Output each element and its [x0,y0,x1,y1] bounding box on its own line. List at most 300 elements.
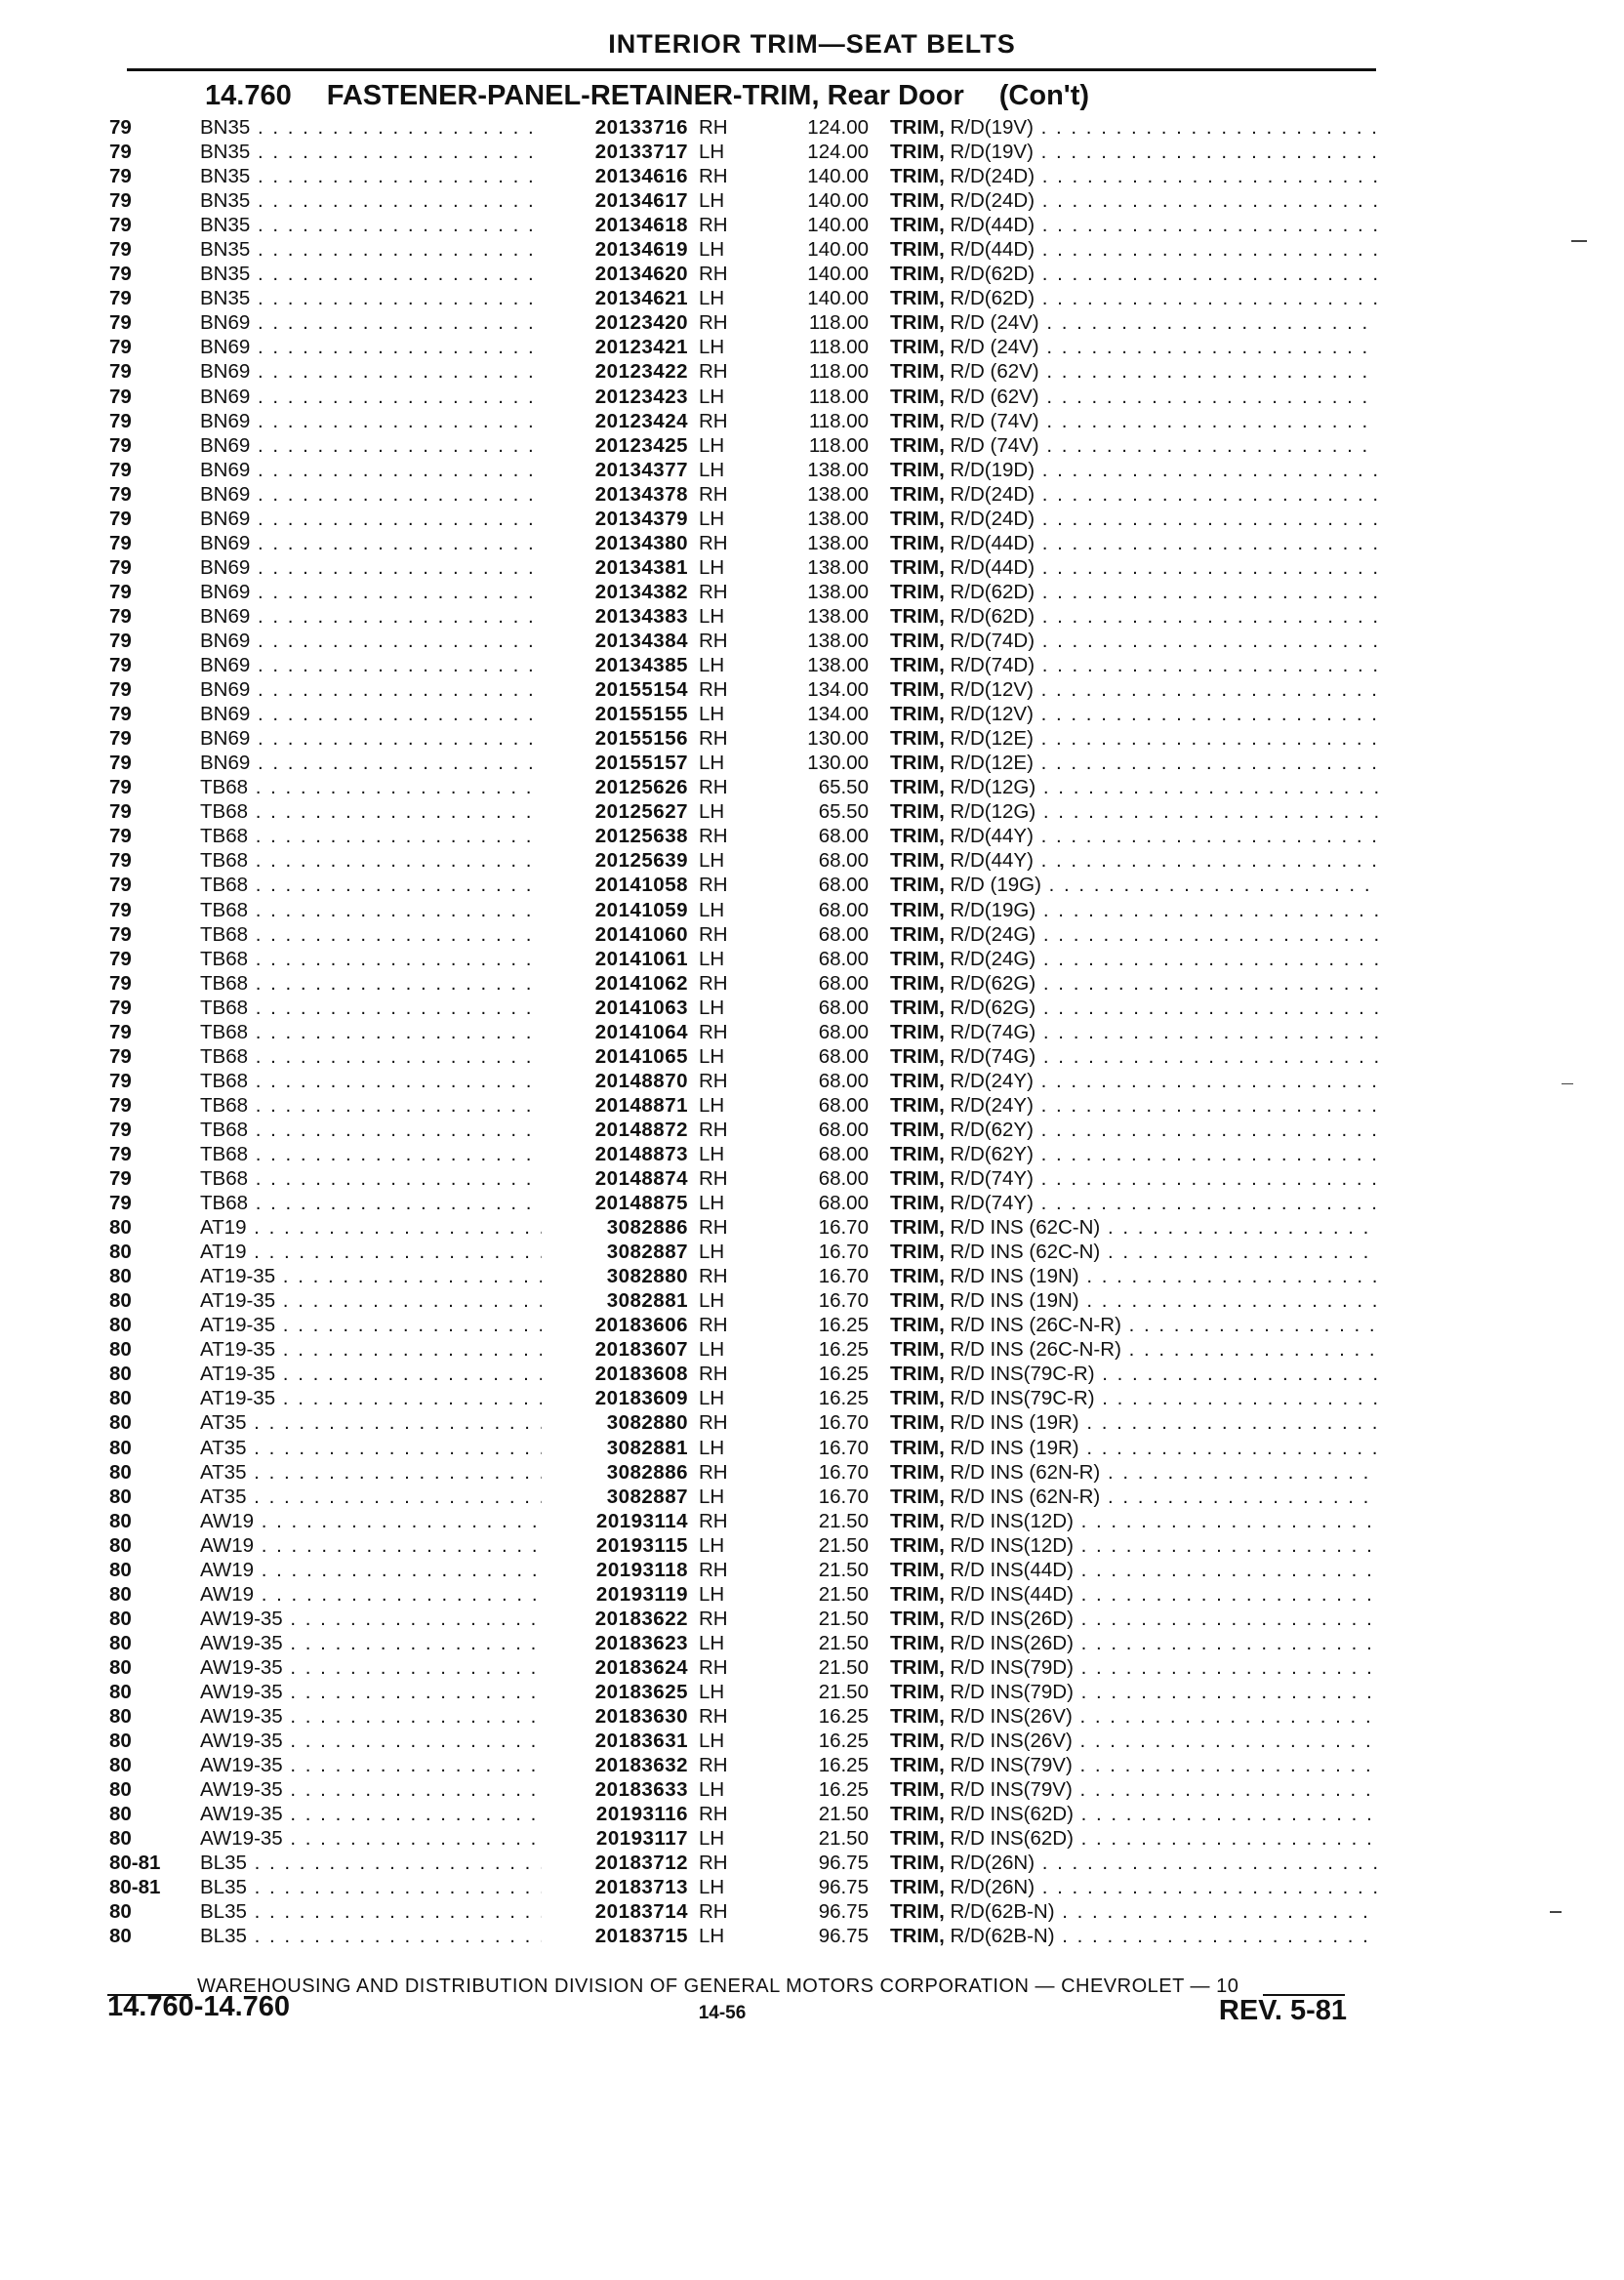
row-description-text: R/D INS(26V) [950,1705,1073,1729]
row-part-number: 3082886 [606,1216,688,1240]
row-side: RH [699,263,728,286]
row-model: BN69 . . . [200,385,542,409]
row-part-number: 20183624 [594,1655,688,1679]
row-side: RH [699,1363,728,1386]
row-description-text: R/D(44D) [950,238,1035,262]
row-year: 80 [109,1338,132,1362]
row-description [890,286,1378,310]
row-model: BN69 . . . [200,726,542,751]
table-row [0,1069,1624,1093]
row-part-number: 20134621 [594,287,688,310]
row-side: LH [699,555,725,579]
row-description-text: R/D(12G) [950,800,1036,824]
row-part-number: 20125639 [594,849,688,873]
row-part-number: 20183632 [594,1754,688,1777]
row-model: BN35 . . . [200,213,542,237]
row-description-prefix: TRIM, [890,849,945,873]
row-description-prefix: TRIM, [890,1509,945,1532]
row-description [890,1753,1378,1777]
row-year: 79 [109,678,132,702]
row-year: 79 [109,996,132,1019]
section-subtitle: Rear Door [827,80,964,111]
row-description-prefix: TRIM, [890,360,945,384]
row-description [890,433,1378,458]
row-description [890,1777,1378,1802]
row-side: LH [699,1485,725,1508]
row-description [890,1288,1378,1313]
row-description-prefix: TRIM, [890,1730,945,1753]
row-part-number: 20183713 [594,1876,688,1899]
table-row [0,824,1624,848]
row-description-prefix: TRIM, [890,604,945,628]
table-row [0,1020,1624,1044]
row-part-number: 20141062 [594,971,688,995]
row-side: LH [699,654,725,677]
row-description [890,140,1378,164]
row-part-number: 20123421 [594,336,688,359]
table-row [0,1460,1624,1485]
row-part-number: 20183715 [594,1925,688,1948]
row-side: LH [699,238,725,262]
row-year: 80 [109,1803,132,1826]
row-part-number: 20134381 [594,555,688,579]
row-model: BN35 . . . [200,188,542,213]
table-row [0,1436,1624,1460]
row-year: 80 [109,1754,132,1777]
row-side: LH [699,947,725,970]
row-side: RH [699,116,728,139]
row-description-prefix: TRIM, [890,116,945,139]
row-description [890,848,1378,873]
row-year: 79 [109,287,132,310]
row-model: BL35 . . . [200,1899,542,1924]
table-row [0,1509,1624,1533]
table-row [0,971,1624,996]
row-year: 79 [109,1142,132,1165]
row-side: LH [699,1876,725,1899]
row-year: 79 [109,947,132,970]
row-description-prefix: TRIM, [890,1852,945,1875]
row-description-text: R/D(19D) [950,458,1035,481]
row-year: 80-81 [109,1876,161,1899]
row-model: TB68 . . . [200,1142,542,1166]
row-description-prefix: TRIM, [890,678,945,702]
footer-revision: REV. 5-81 [1218,1995,1347,2026]
row-model: BN69 . . . [200,555,542,580]
row-description-text: R/D(12E) [950,727,1034,751]
row-description-prefix: TRIM, [890,629,945,652]
row-side: RH [699,1216,728,1240]
row-side: LH [699,433,725,457]
row-side: RH [699,1069,728,1092]
row-description-text: R/D INS(62D) [950,1827,1074,1851]
row-side: RH [699,1411,728,1435]
table-row [0,1191,1624,1215]
row-description-text: R/D(62D) [950,287,1035,310]
row-description-text: R/D (24V) [950,336,1039,359]
row-side: LH [699,336,725,359]
row-year: 80 [109,1925,132,1948]
row-description [890,1142,1378,1166]
row-side: RH [699,1020,728,1043]
row-description-text: R/D(62B-N) [950,1925,1055,1948]
row-side: RH [699,580,728,603]
row-description-prefix: TRIM, [890,311,945,335]
row-year: 79 [109,703,132,726]
row-description-prefix: TRIM, [890,1020,945,1043]
row-description [890,604,1378,629]
row-part-number: 3082887 [606,1241,688,1264]
row-description [890,385,1378,409]
row-model: BN35 . . . [200,286,542,310]
row-year: 79 [109,141,132,164]
row-price: 16.70 [818,1436,869,1459]
row-year: 79 [109,752,132,775]
row-model: TB68 . . . [200,1191,542,1215]
row-side: LH [699,287,725,310]
table-row [0,629,1624,653]
row-description-text: R/D INS (62C-N) [950,1216,1101,1240]
row-year: 79 [109,1044,132,1068]
table-row [0,507,1624,531]
row-part-number: 20141060 [594,922,688,946]
row-year: 80 [109,1705,132,1729]
row-side: RH [699,1118,728,1141]
row-part-number: 3082881 [606,1289,688,1313]
row-part-number: 20134380 [594,531,688,554]
row-year: 80 [109,1509,132,1532]
row-price: 138.00 [807,531,869,554]
row-description [890,1313,1378,1337]
row-part-number: 20134385 [594,654,688,677]
row-price: 96.75 [818,1876,869,1899]
table-row [0,1240,1624,1264]
row-description-prefix: TRIM, [890,433,945,457]
row-side: RH [699,1852,728,1875]
table-row [0,433,1624,458]
row-side: LH [699,1925,725,1948]
row-description-prefix: TRIM, [890,287,945,310]
row-part-number: 20125627 [594,800,688,824]
row-year: 79 [109,189,132,213]
row-model: BN69 . . . [200,458,542,482]
row-price: 16.25 [818,1338,869,1362]
footer-page-number: 14-56 [698,2003,747,2023]
table-row [0,1655,1624,1680]
row-model: AT19-35 . . . [200,1288,542,1313]
row-part-number: 20123420 [594,311,688,335]
row-description-prefix: TRIM, [890,531,945,554]
table-row [0,1582,1624,1607]
row-side: LH [699,800,725,824]
row-price: 16.70 [818,1216,869,1240]
row-price: 124.00 [807,116,869,139]
row-description-text: R/D INS (19N) [950,1265,1079,1288]
row-description-prefix: TRIM, [890,874,945,897]
row-model: BL35 . . . [200,1851,542,1875]
row-model: AT19-35 . . . [200,1337,542,1362]
row-model: AT35 . . . [200,1485,542,1509]
row-model: TB68 . . . [200,873,542,897]
row-part-number: 20193117 [595,1827,688,1851]
row-description-text: R/D INS(44D) [950,1558,1074,1581]
row-year: 79 [109,629,132,652]
row-model: BN69 . . . [200,751,542,775]
row-model: BN69 . . . [200,629,542,653]
table-row [0,1313,1624,1337]
row-year: 79 [109,1167,132,1191]
row-side: RH [699,874,728,897]
row-description-text: R/D(44D) [950,555,1035,579]
row-year: 79 [109,1020,132,1043]
row-part-number: 20123425 [594,433,688,457]
row-description [890,1582,1378,1607]
row-side: RH [699,409,728,432]
row-description-prefix: TRIM, [890,1167,945,1191]
row-price: 118.00 [808,336,869,359]
table-row [0,262,1624,286]
row-price: 68.00 [818,996,869,1019]
row-model: BN69 . . . [200,433,542,458]
row-year: 79 [109,263,132,286]
row-description-text: R/D(19V) [950,141,1034,164]
row-model: AT35 . . . [200,1460,542,1485]
row-price: 16.70 [818,1289,869,1313]
row-part-number: 20193114 [595,1509,688,1532]
row-description [890,1826,1378,1851]
row-description-text: R/D(74G) [950,1020,1036,1043]
row-price: 140.00 [807,238,869,262]
row-description [890,1631,1378,1655]
section-number: 14.760 [205,80,292,111]
row-model: BL35 . . . [200,1924,542,1948]
row-model: TB68 . . . [200,1093,542,1118]
row-price: 68.00 [818,849,869,873]
row-description-prefix: TRIM, [890,703,945,726]
row-price: 68.00 [818,947,869,970]
row-description-prefix: TRIM, [890,947,945,970]
table-row [0,1851,1624,1875]
row-model: AW19-35 . . . [200,1680,542,1704]
row-description-prefix: TRIM, [890,1387,945,1410]
row-description-prefix: TRIM, [890,1778,945,1802]
row-description-text: R/D(24D) [950,507,1035,530]
row-description-text: R/D(74Y) [950,1192,1034,1215]
row-description [890,1191,1378,1215]
row-model: TB68 . . . [200,824,542,848]
row-year: 80 [109,1631,132,1654]
row-description-text: R/D (24V) [950,311,1039,335]
row-description-text: R/D(24D) [950,165,1035,188]
row-side: LH [699,752,725,775]
row-description-text: R/D(12E) [950,752,1034,775]
row-year: 79 [109,922,132,946]
row-description [890,1924,1378,1948]
table-row [0,1093,1624,1118]
row-price: 124.00 [807,141,869,164]
row-description [890,653,1378,677]
row-description-text: R/D(24D) [950,189,1035,213]
table-row [0,1607,1624,1631]
row-description [890,775,1378,799]
row-description [890,1558,1378,1582]
row-year: 79 [109,1192,132,1215]
row-description [890,188,1378,213]
row-part-number: 20148870 [594,1069,688,1092]
row-model: AW19-35 . . . [200,1777,542,1802]
row-year: 79 [109,214,132,237]
row-part-number: 20183714 [594,1900,688,1924]
row-side: LH [699,458,725,481]
row-side: LH [699,1436,725,1459]
row-part-number: 20193116 [595,1803,688,1826]
row-part-number: 20141059 [594,898,688,921]
row-description [890,1118,1378,1142]
row-description-prefix: TRIM, [890,825,945,848]
row-description-text: R/D INS (19R) [950,1436,1079,1459]
row-description-text: R/D(62D) [950,263,1035,286]
row-part-number: 20155156 [594,727,688,751]
margin-mark [1562,1083,1573,1084]
row-side: LH [699,849,725,873]
row-description-text: R/D INS(12D) [950,1533,1074,1557]
table-row [0,1826,1624,1851]
row-part-number: 20125638 [594,825,688,848]
row-year: 79 [109,825,132,848]
row-price: 68.00 [818,971,869,995]
table-row [0,1118,1624,1142]
row-description-prefix: TRIM, [890,165,945,188]
row-price: 140.00 [807,263,869,286]
row-price: 16.70 [818,1460,869,1484]
row-part-number: 20183606 [594,1314,688,1337]
row-part-number: 3082887 [606,1485,688,1508]
row-side: LH [699,1387,725,1410]
table-row [0,799,1624,824]
row-description-prefix: TRIM, [890,1803,945,1826]
row-part-number: 20193119 [595,1582,688,1606]
table-row [0,164,1624,188]
row-description-prefix: TRIM, [890,1705,945,1729]
row-description-text: R/D(74D) [950,654,1035,677]
row-model: BN69 . . . [200,507,542,531]
row-year: 80-81 [109,1852,161,1875]
table-row [0,1288,1624,1313]
row-side: LH [699,1192,725,1215]
row-description [890,702,1378,726]
table-row [0,409,1624,433]
row-description-prefix: TRIM, [890,1118,945,1141]
row-description [890,1069,1378,1093]
row-price: 140.00 [807,165,869,188]
row-part-number: 20183633 [594,1778,688,1802]
table-row [0,1680,1624,1704]
row-description-prefix: TRIM, [890,385,945,408]
row-price: 96.75 [818,1925,869,1948]
row-description [890,873,1378,897]
row-side: LH [699,189,725,213]
row-price: 140.00 [807,214,869,237]
row-description-prefix: TRIM, [890,238,945,262]
row-description-text: R/D INS(79V) [950,1778,1073,1802]
table-row [0,751,1624,775]
row-model: AT19-35 . . . [200,1264,542,1288]
row-year: 80 [109,1827,132,1851]
row-description [890,310,1378,335]
row-part-number: 3082880 [606,1265,688,1288]
row-side: RH [699,531,728,554]
row-description-prefix: TRIM, [890,996,945,1019]
row-description [890,359,1378,384]
row-year: 80 [109,1387,132,1410]
row-price: 16.70 [818,1411,869,1435]
row-description-text: R/D(44D) [950,214,1035,237]
row-part-number: 20141065 [594,1044,688,1068]
row-model: AW19-35 . . . [200,1607,542,1631]
row-description-prefix: TRIM, [890,1093,945,1117]
row-model: TB68 . . . [200,848,542,873]
row-description-text: R/D (74V) [950,433,1039,457]
row-year: 79 [109,1093,132,1117]
row-model: BN35 . . . [200,140,542,164]
row-price: 138.00 [807,507,869,530]
row-description-prefix: TRIM, [890,1338,945,1362]
row-model: AW19 . . . [200,1558,542,1582]
row-price: 16.25 [818,1705,869,1729]
row-description [890,1044,1378,1069]
row-price: 96.75 [818,1852,869,1875]
row-side: RH [699,1754,728,1777]
row-description-prefix: TRIM, [890,1558,945,1581]
row-description-prefix: TRIM, [890,654,945,677]
row-year: 79 [109,433,132,457]
row-price: 16.70 [818,1485,869,1508]
row-side: LH [699,141,725,164]
row-description-prefix: TRIM, [890,1265,945,1288]
section-heading [205,80,1089,112]
row-model: TB68 . . . [200,799,542,824]
row-model: TB68 . . . [200,996,542,1020]
table-row [0,1166,1624,1191]
row-model: AW19 . . . [200,1533,542,1558]
row-price: 68.00 [818,1118,869,1141]
row-year: 79 [109,458,132,481]
row-description [890,1485,1378,1509]
row-description-text: R/D(62Y) [950,1118,1034,1141]
row-description-prefix: TRIM, [890,1754,945,1777]
footer-range: 14.760-14.760 [107,1991,291,2022]
table-row [0,1337,1624,1362]
row-part-number: 20134616 [594,165,688,188]
row-description-prefix: TRIM, [890,555,945,579]
row-side: RH [699,971,728,995]
row-description [890,262,1378,286]
table-row [0,1753,1624,1777]
row-description [890,898,1378,922]
table-row [0,604,1624,629]
row-description-prefix: TRIM, [890,458,945,481]
row-model: TB68 . . . [200,971,542,996]
row-description [890,1093,1378,1118]
row-description-prefix: TRIM, [890,1216,945,1240]
row-part-number: 20134619 [594,238,688,262]
row-model: BN69 . . . [200,702,542,726]
row-side: RH [699,1314,728,1337]
row-model: TB68 . . . [200,1020,542,1044]
row-price: 138.00 [807,458,869,481]
row-part-number: 3082886 [606,1460,688,1484]
row-price: 68.00 [818,1020,869,1043]
